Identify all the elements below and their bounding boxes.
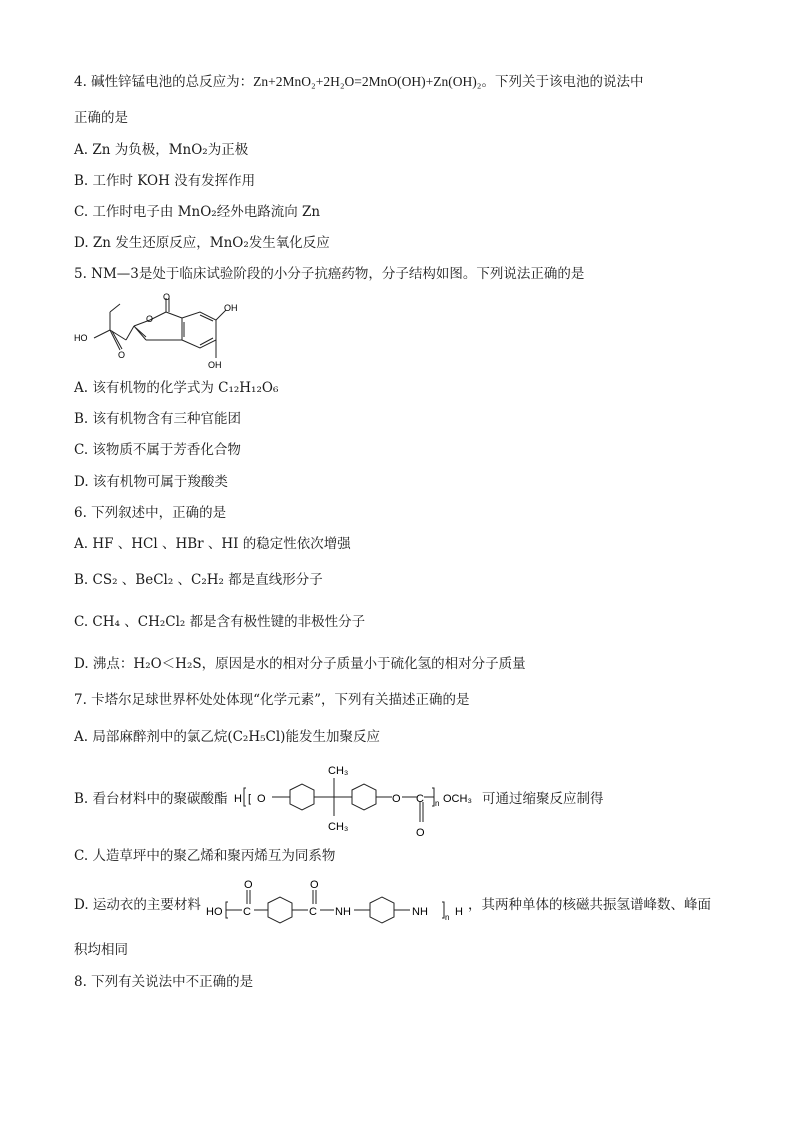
q6-option-d: D. 沸点：H₂O＜H₂S，原因是水的相对分子质量小于硫化氢的相对分子质量 — [74, 656, 526, 672]
q4-stem-b: 。下列关于该电池的说法中 — [481, 74, 644, 90]
nm3-ho-left: HO — [74, 333, 88, 343]
q7-option-c: C. 人造草坪中的聚乙烯和聚丙烯互为同系物 — [74, 848, 336, 864]
pc-n: n — [435, 799, 440, 808]
q5-stem: 5. NM—3是处于临床试验阶段的小分子抗癌药物，分子结构如图。下列说法正确的是 — [74, 266, 585, 282]
pc-o-link: O — [257, 793, 266, 805]
q7-stem: 7. 卡塔尔足球世界杯处处体现“化学元素”，下列有关描述正确的是 — [74, 692, 470, 708]
aramid-h: H — [455, 906, 463, 918]
q6-option-c: C. CH₄ 、CH₂Cl₂ 都是含有极性键的非极性分子 — [74, 614, 366, 630]
q4-option-b: B. 工作时 KOH 没有发挥作用 — [74, 173, 256, 189]
nm3-oh-top: OH — [224, 303, 238, 313]
q4-option-d: D. Zn 发生还原反应，MnO₂发生氧化反应 — [74, 235, 330, 251]
nm3-carbonyl-o: O — [163, 292, 171, 302]
q7-option-b-pre: B. 看台材料中的聚碳酸酯 — [74, 791, 228, 807]
q7-option-d-pre: D. 运动衣的主要材料 — [74, 897, 201, 913]
aramid-n: n — [445, 913, 450, 922]
pc-o1: O — [392, 793, 401, 805]
q7-option-b-post: 可通过缩聚反应制得 — [482, 791, 604, 807]
q7-option-d-cont: 积均相同 — [74, 942, 128, 958]
q5-option-d: D. 该有机物可属于羧酸类 — [74, 474, 228, 490]
aramid-nh2: NH — [412, 906, 428, 918]
aramid-ho: HO — [206, 906, 223, 918]
pc-bracket: [ — [248, 793, 252, 805]
q7-option-a: A. 局部麻醉剂中的氯乙烷(C₂H₅Cl)能发生加聚反应 — [74, 729, 380, 745]
q6-stem: 6. 下列叙述中，正确的是 — [74, 505, 227, 521]
q5-option-a: A. 该有机物的化学式为 C₁₂H₁₂O₆ — [74, 380, 279, 396]
q5-option-b: B. 该有机物含有三种官能团 — [74, 411, 242, 427]
nm3-ring-o: O — [146, 314, 154, 324]
pc-c: C — [416, 793, 424, 805]
q4-stem-line1 — [74, 72, 643, 92]
q4-stem-line2: 正确的是 — [74, 110, 128, 126]
nm3-acid-o: O — [118, 350, 126, 360]
aramid-c2: C — [309, 906, 317, 918]
pc-o-carbonyl: O — [416, 827, 425, 839]
q4-option-c: C. 工作时电子由 MnO₂经外电路流向 Zn — [74, 204, 321, 220]
aramid-c1: C — [243, 906, 251, 918]
q4-stem-a: 4. 碱性锌锰电池的总反应为： — [74, 74, 254, 90]
aramid-structure — [204, 876, 474, 926]
nm3-oh-bottom: OH — [208, 360, 222, 370]
aramid-o2: O — [310, 879, 319, 891]
pc-ch3-top: CH₃ — [328, 765, 349, 777]
pc-ch3-bottom: CH₃ — [328, 821, 349, 833]
q8-stem: 8. 下列有关说法中不正确的是 — [74, 974, 254, 990]
polycarbonate-structure — [232, 760, 482, 840]
aramid-o1: O — [244, 879, 253, 891]
q6-option-b: B. CS₂ 、BeCl₂ 、C₂H₂ 都是直线形分子 — [74, 572, 323, 588]
q5-option-c: C. 该物质不属于芳香化合物 — [74, 442, 241, 458]
nm3-structure — [72, 290, 242, 372]
pc-och3: OCH₃ — [443, 793, 472, 805]
aramid-nh1: NH — [335, 906, 351, 918]
q6-option-a: A. HF 、HCl 、HBr 、HI 的稳定性依次增强 — [74, 536, 351, 552]
pc-h: H — [234, 793, 242, 805]
q7-option-d-post: ，其两种单体的核磁共振氢谱峰数、峰面 — [468, 897, 711, 913]
q4-option-a: A. Zn 为负极，MnO₂为正极 — [74, 142, 249, 158]
q4-equation: Zn+2MnO₂+2H₂O=2MnO(OH)+Zn(OH)₂ — [253, 74, 482, 89]
